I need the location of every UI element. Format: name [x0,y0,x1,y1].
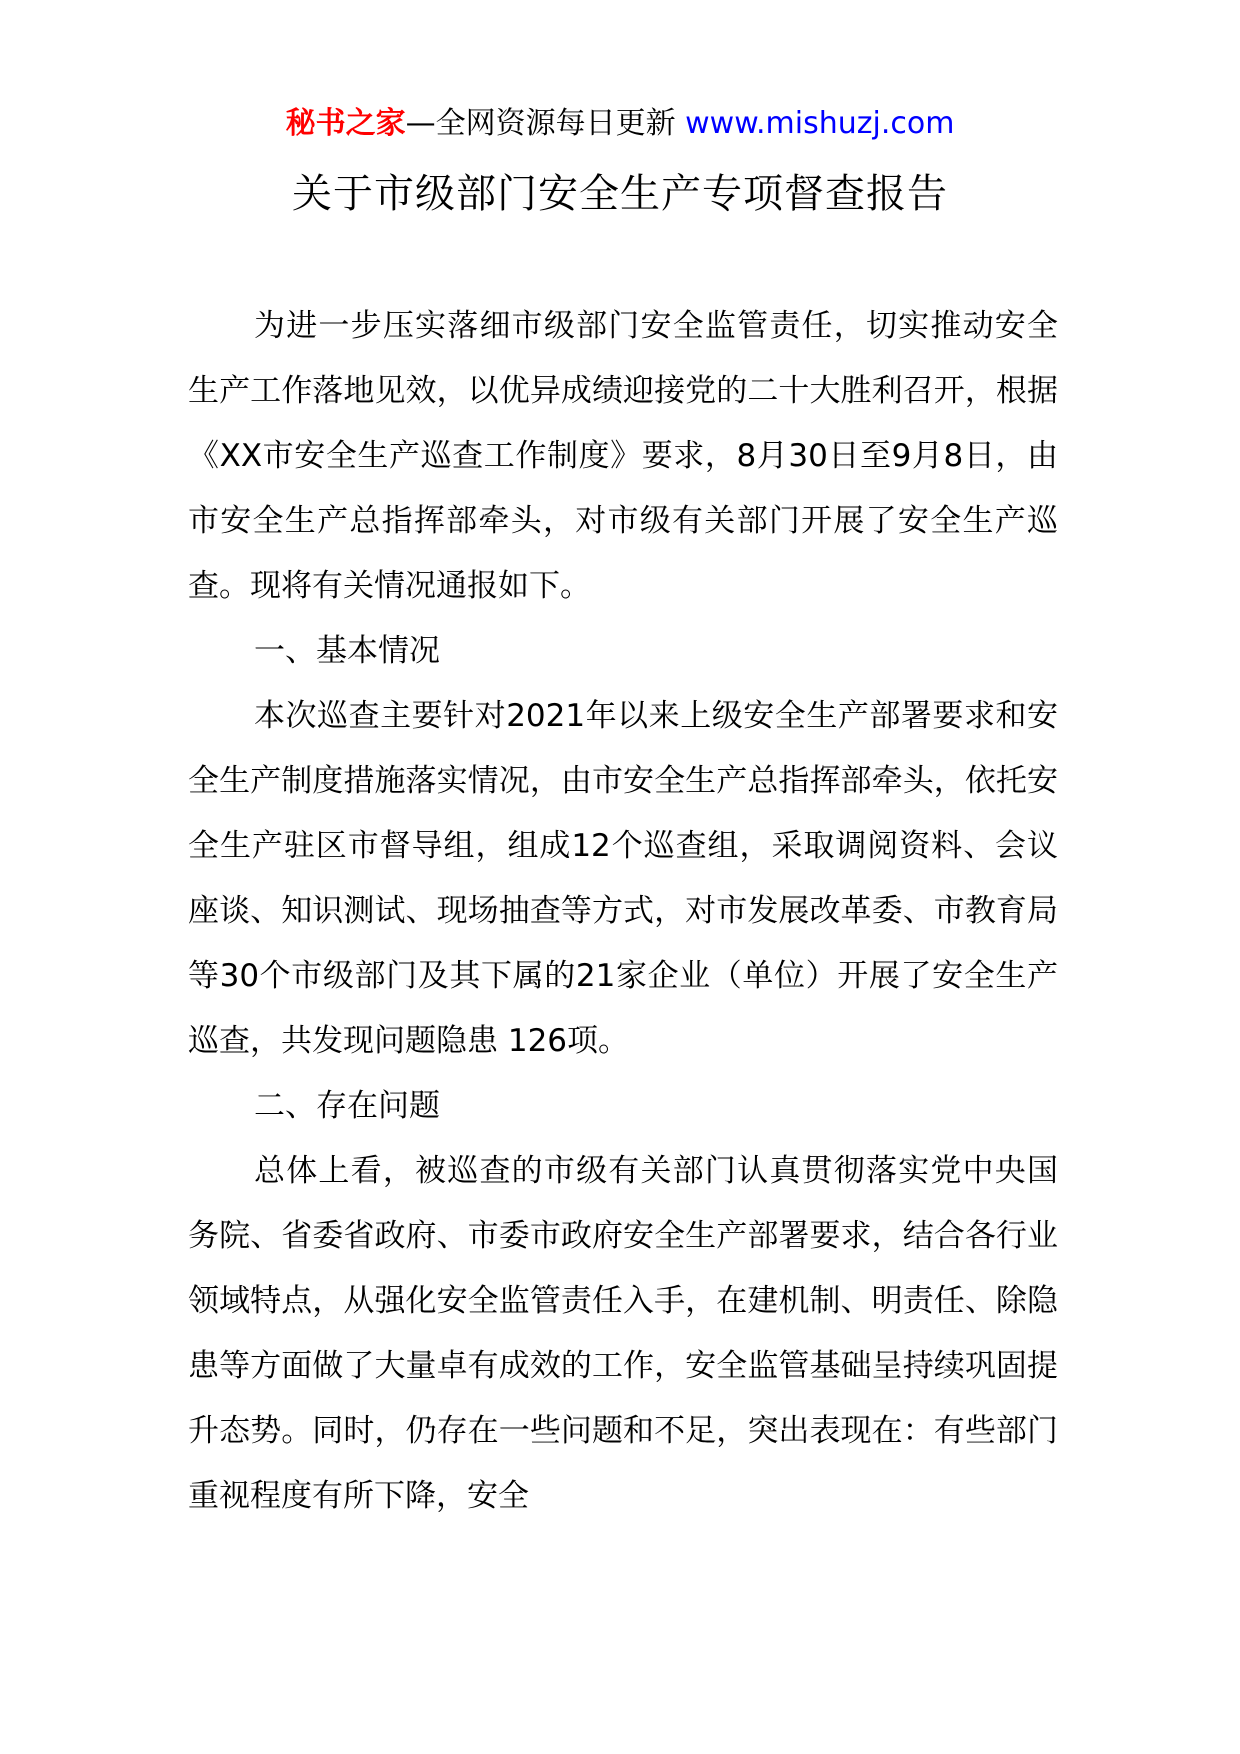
existing-problems-paragraph: 总体上看，被巡查的市级有关部门认真贯彻落实党中央国务院、省委省政府、市委市政府安全生产部署要求，结合各行业领域特点，从强化安全监管责任入手，在建机制、明责任、除隐患等方面做了大量卓有成效的工作，安全监管基础呈持续巩固提升态势。同时，仍存在一些问题和不足，突出表现在：有些部门重视程度有所下降，安全 [188,1153,1058,1514]
section-heading-existing-problems: 二、存在问题 [254,1088,440,1124]
document-body [188,294,1058,1529]
site-url-link[interactable]: www.mishuzj.com [685,106,955,141]
intro-paragraph: 为进一步压实落细市级部门安全监管责任，切实推动安全生产工作落地见效，以优异成绩迎接党的二十大胜利召开，根据《XX市安全生产巡查工作制度》要求，8月30日至9月8日，由市安全生产总指挥部牵头，对市级有关部门开展了安全生产巡查。现将有关情况通报如下。 [188,308,1058,604]
site-tagline: —全网资源每日更新 [405,106,686,141]
section-heading-basic-situation: 一、基本情况 [254,633,440,669]
site-header [0,102,1240,146]
basic-situation-paragraph: 本次巡查主要针对2021年以来上级安全生产部署要求和安全生产制度措施落实情况，由市安全生产总指挥部牵头，依托安全生产驻区市督导组，组成12个巡查组，采取调阅资料、会议座谈、知识测试、现场抽查等方式，对市发展改革委、市教育局等30个市级部门及其下属的21家企业（单位）开展了安全生产巡查，共发现问题隐患 126项。 [188,698,1058,1059]
brand-name: 秘书之家 [285,106,406,141]
document-title: 关于市级部门安全生产专项督查报告 [292,171,948,217]
